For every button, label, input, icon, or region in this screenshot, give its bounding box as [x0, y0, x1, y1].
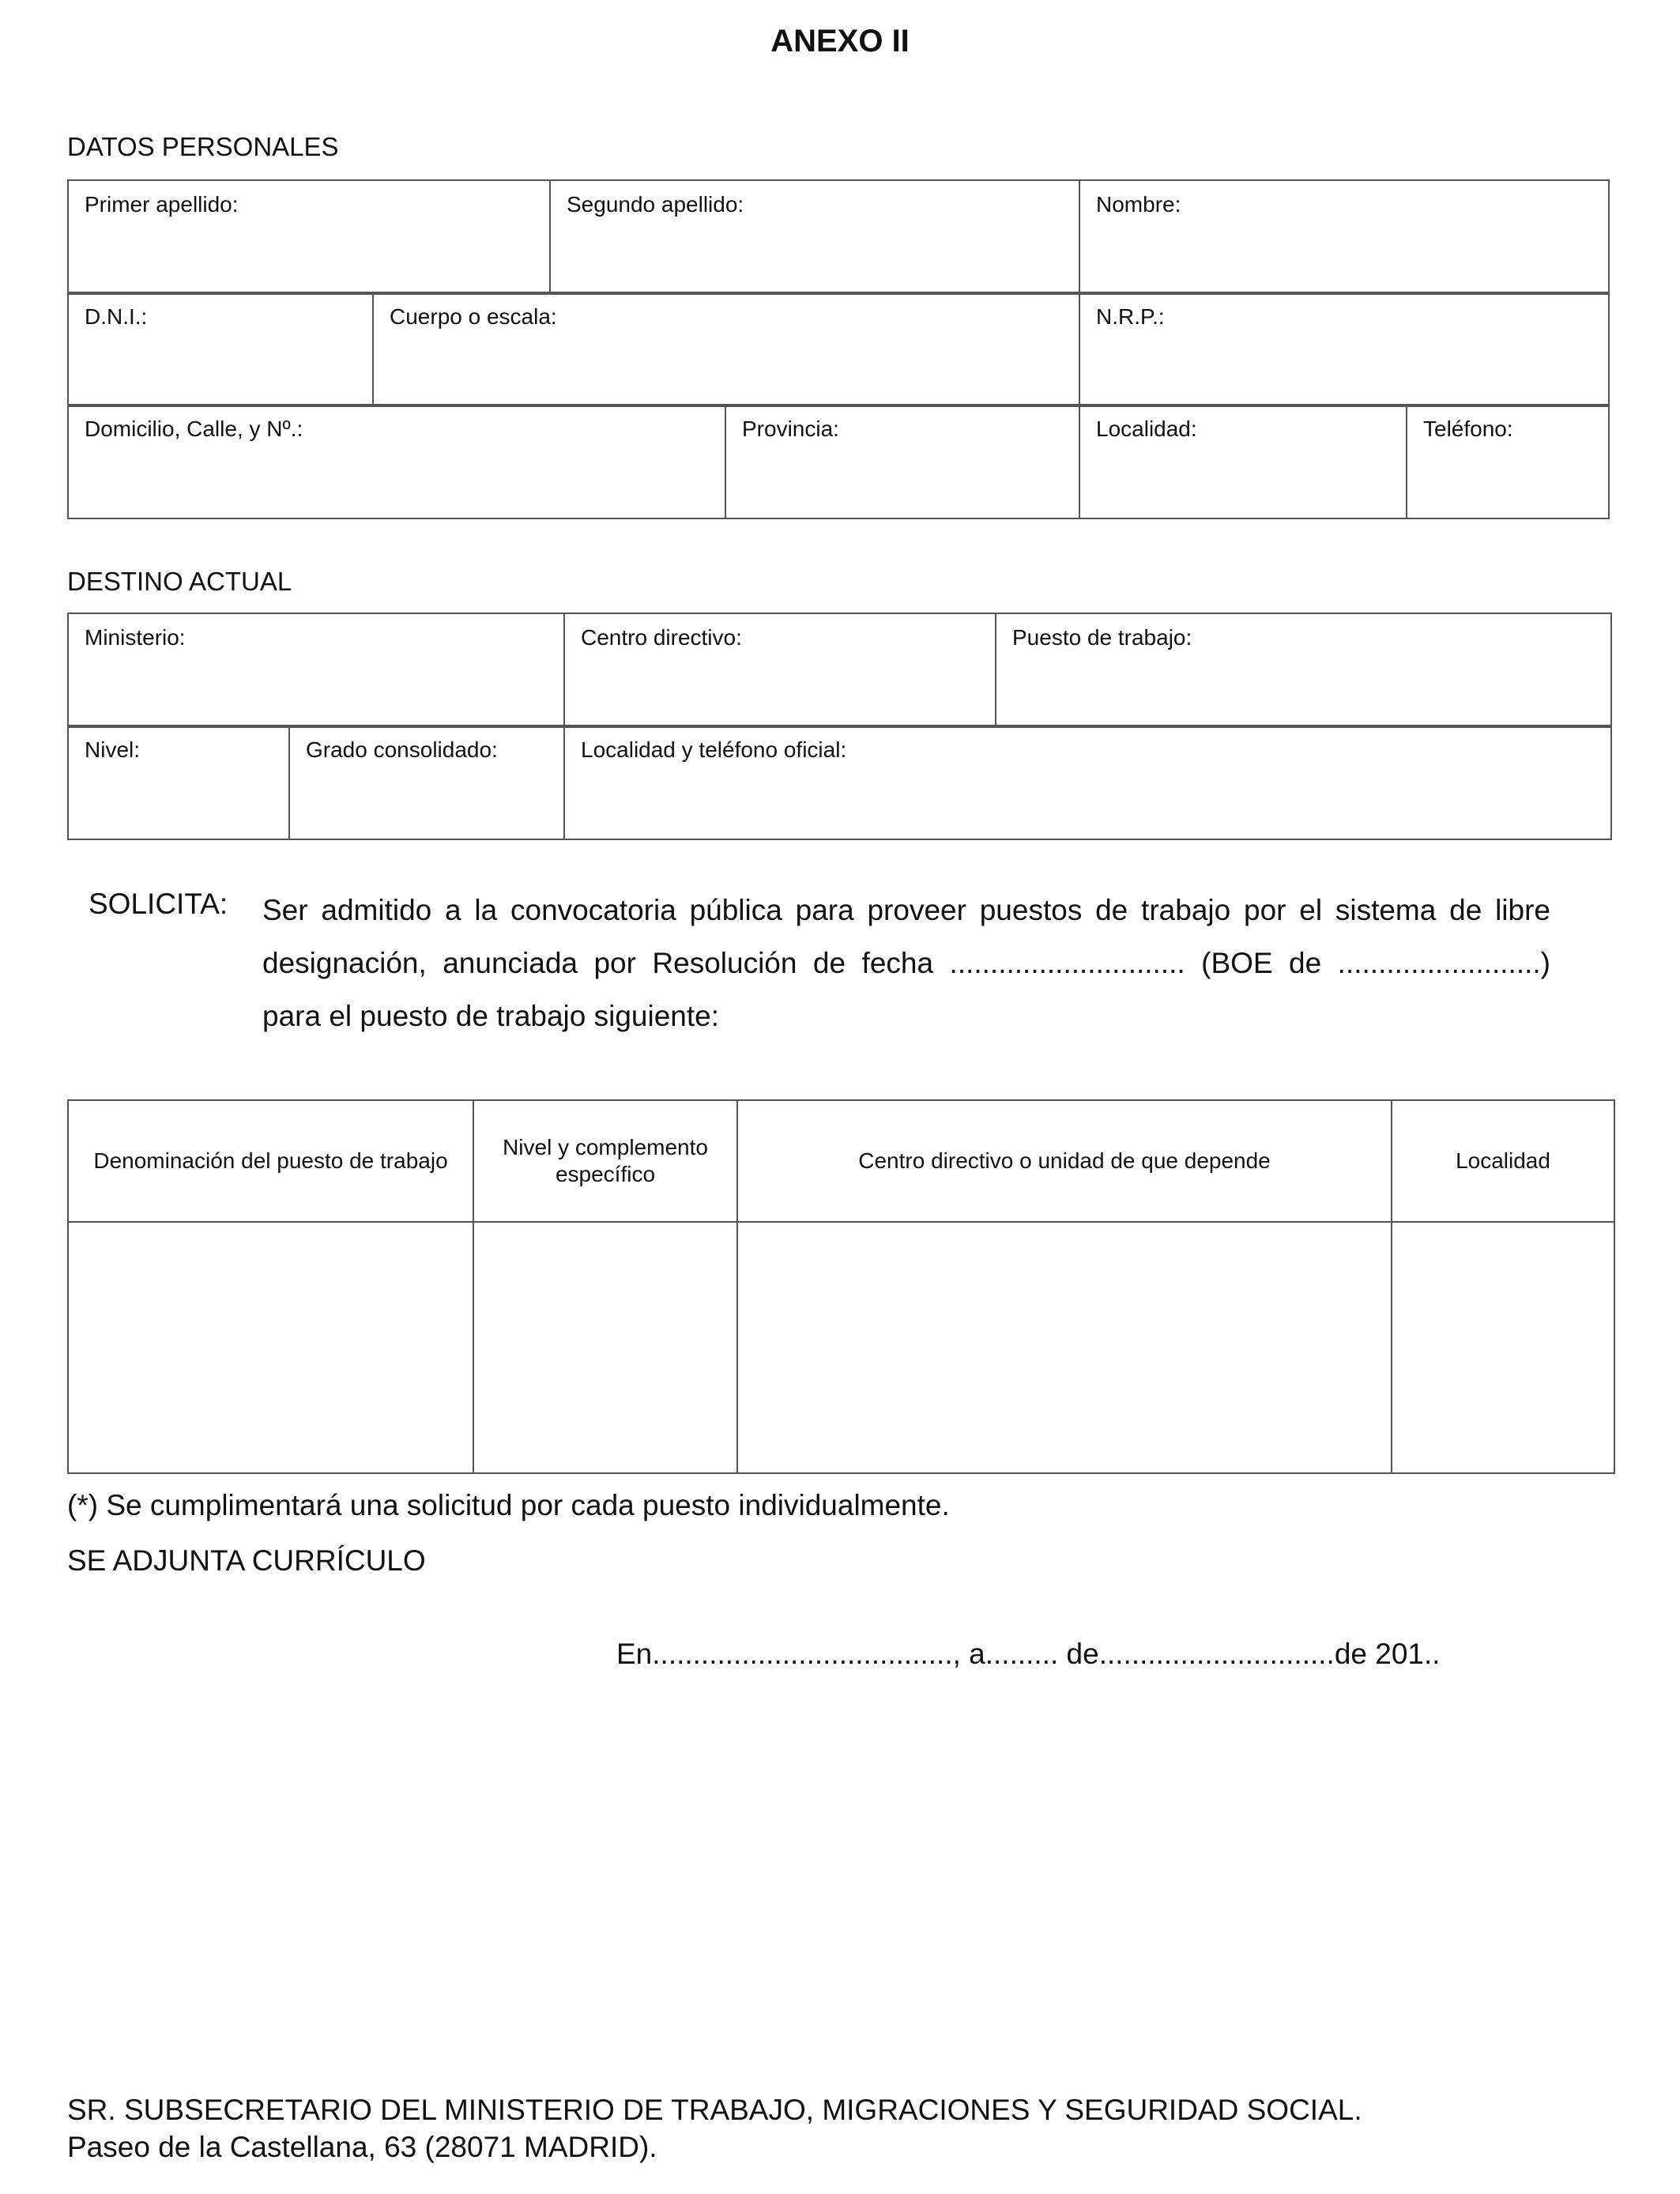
destino-actual-heading: DESTINO ACTUAL [67, 567, 292, 596]
table-row [68, 1222, 1614, 1473]
datos-personales-table-row1 [67, 179, 1610, 295]
nivel-field[interactable] [68, 726, 289, 839]
datos-personales-table-row2 [67, 292, 1610, 407]
nivel-complemento-cell[interactable] [473, 1222, 737, 1473]
puesto-trabajo-field[interactable] [996, 613, 1611, 727]
cuerpo-escala-field[interactable] [373, 292, 1079, 406]
solicita-line: para el puesto de trabajo siguiente: [262, 1000, 720, 1032]
ministerio-field[interactable] [68, 613, 564, 727]
segundo-apellido-field[interactable] [550, 180, 1079, 294]
footnote: (*) Se cumplimentará una solicitud por cada puesto individualmente. [67, 1489, 950, 1521]
nombre-field[interactable] [1079, 180, 1609, 294]
column-header: Centro directivo o unidad de que depende [737, 1100, 1392, 1222]
segundo-apellido-label: Segundo apellido: [567, 192, 744, 217]
primer-apellido-label: Primer apellido: [85, 192, 239, 217]
destino-actual-table-row2 [67, 725, 1612, 840]
datos-personales-heading: DATOS PERSONALES [67, 132, 339, 161]
domicilio-field[interactable] [68, 405, 725, 518]
telefono-label: Teléfono: [1423, 417, 1513, 441]
adjunta-curriculo: SE ADJUNTA CURRÍCULO [67, 1544, 426, 1577]
centro-directivo-cell[interactable] [737, 1222, 1392, 1473]
domicilio-label: Domicilio, Calle, y Nº.: [85, 417, 303, 441]
solicita-line: Ser admitido a la convocatoria pública para proveer puestos de trabajo por el sistema de libre [262, 894, 1550, 926]
puesto-trabajo-label: Puesto de trabajo: [1012, 625, 1192, 650]
centro-directivo-field[interactable] [564, 613, 996, 727]
column-header: Localidad [1392, 1100, 1614, 1222]
nrp-label: N.R.P.: [1096, 304, 1165, 329]
provincia-label: Provincia: [742, 417, 839, 441]
destino-actual-table-row1 [67, 613, 1612, 728]
localidad-label: Localidad: [1096, 417, 1197, 441]
grado-consolidado-field[interactable] [289, 726, 564, 839]
ministerio-label: Ministerio: [85, 625, 186, 650]
fecha-line: En....................................., a......... de.............................de 201.. [616, 1638, 1441, 1670]
localidad-telefono-oficial-label: Localidad y teléfono oficial: [581, 737, 847, 762]
solicita-label: SOLICITA: [89, 888, 228, 920]
telefono-field[interactable] [1407, 405, 1609, 518]
nivel-label: Nivel: [85, 737, 141, 762]
centro-directivo-label: Centro directivo: [581, 625, 742, 650]
destinatario-line-1: SR. SUBSECRETARIO DEL MINISTERIO DE TRABAJO, MIGRACIONES Y SEGURIDAD SOCIAL. [67, 2094, 1362, 2126]
puesto-table [67, 1099, 1615, 1474]
localidad-field[interactable] [1079, 405, 1407, 518]
provincia-field[interactable] [725, 405, 1079, 518]
localidad-cell[interactable] [1392, 1222, 1614, 1473]
localidad-telefono-oficial-field[interactable] [564, 726, 1611, 839]
table-header-row [68, 1100, 1614, 1222]
column-header: Nivel y complemento específico [473, 1100, 737, 1222]
nrp-field[interactable] [1079, 292, 1609, 406]
primer-apellido-field[interactable] [68, 180, 550, 294]
dni-label: D.N.I.: [85, 304, 148, 329]
cuerpo-escala-label: Cuerpo o escala: [390, 304, 557, 329]
solicita-line: designación, anunciada por Resolución de fecha ............................. (BOE de .........................) [262, 947, 1550, 979]
column-header: Denominación del puesto de trabajo [68, 1100, 473, 1222]
page-title: ANEXO II [770, 24, 910, 58]
destinatario-line-2: Paseo de la Castellana, 63 (28071 MADRID). [67, 2131, 657, 2163]
denominacion-cell[interactable] [68, 1222, 473, 1473]
solicita-text [262, 884, 1550, 1042]
datos-personales-table-row3 [67, 404, 1610, 519]
grado-consolidado-label: Grado consolidado: [306, 737, 498, 762]
dni-field[interactable] [68, 292, 373, 406]
nombre-label: Nombre: [1096, 192, 1181, 217]
